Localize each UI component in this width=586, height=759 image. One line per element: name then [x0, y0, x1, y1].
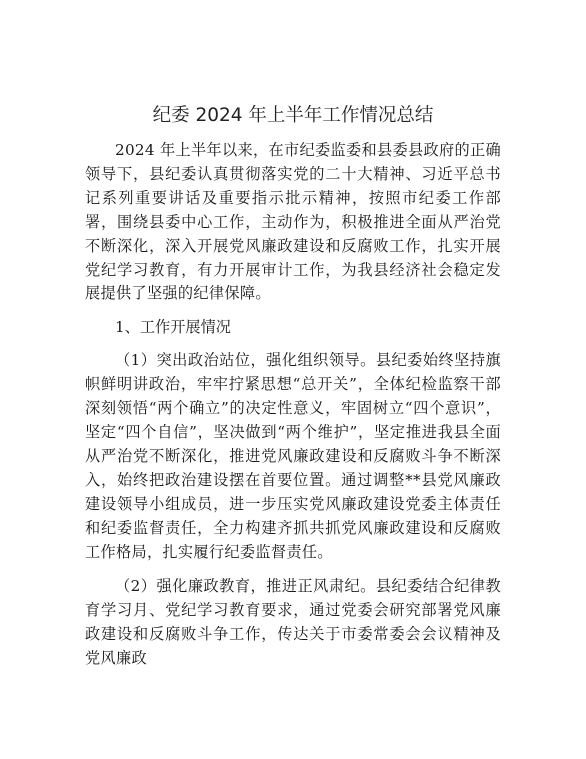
intro-paragraph: 2024 年上半年以来，在市纪委监委和县委县政府的正确领导下，县纪委认真贯彻落实党的二十大精神、习近平总书记系列重要讲话及重要指示批示精神，按照市纪委工作部署，围绕县委中心工作，主动作为，积极推进全面从严治党不断深化，深入开展党风廉政建设和反腐败工作，扎实开展党纪学习教育，有力开展审计工作，为我县经济社会稳定发展提供了坚强的纪律保障。 — [85, 141, 501, 303]
paragraph-gap — [85, 564, 501, 575]
section-heading: 1、工作开展情况 — [115, 318, 231, 337]
document-body — [85, 139, 501, 671]
item-1-paragraph: （1）突出政治站位，强化组织领导。县纪委始终坚持旗帜鲜明讲政治，牢牢拧紧思想“总开关”，全体纪检监察干部深刻领悟“两个确立”的决定性意义，牢固树立“四个意识”，坚定“四个自信”，坚决做到“两个维护”，坚定推进我县全面从严治党不断深化，推进党风廉政建设和反腐败斗争不断深入，始终把政治建设摆在首要位置。通过调整**县党风廉政建设领导小组成员，进一步压实党风廉政建设党委主体责任和纪委监督责任，全力构建齐抓共抓党风廉政建设和反腐败工作格局，扎实履行纪委监督责任。 — [85, 351, 501, 561]
document-title: 纪委 2024 年上半年工作情况总结 — [152, 105, 434, 126]
item-2-paragraph: （2）强化廉政教育，推进正风肃纪。县纪委结合纪律教育学习月、党纪学习教育要求，通过党委会研究部署党风廉政建设和反腐败斗争工作，传达关于市委常委会会议精神及党风廉政 — [85, 577, 501, 668]
